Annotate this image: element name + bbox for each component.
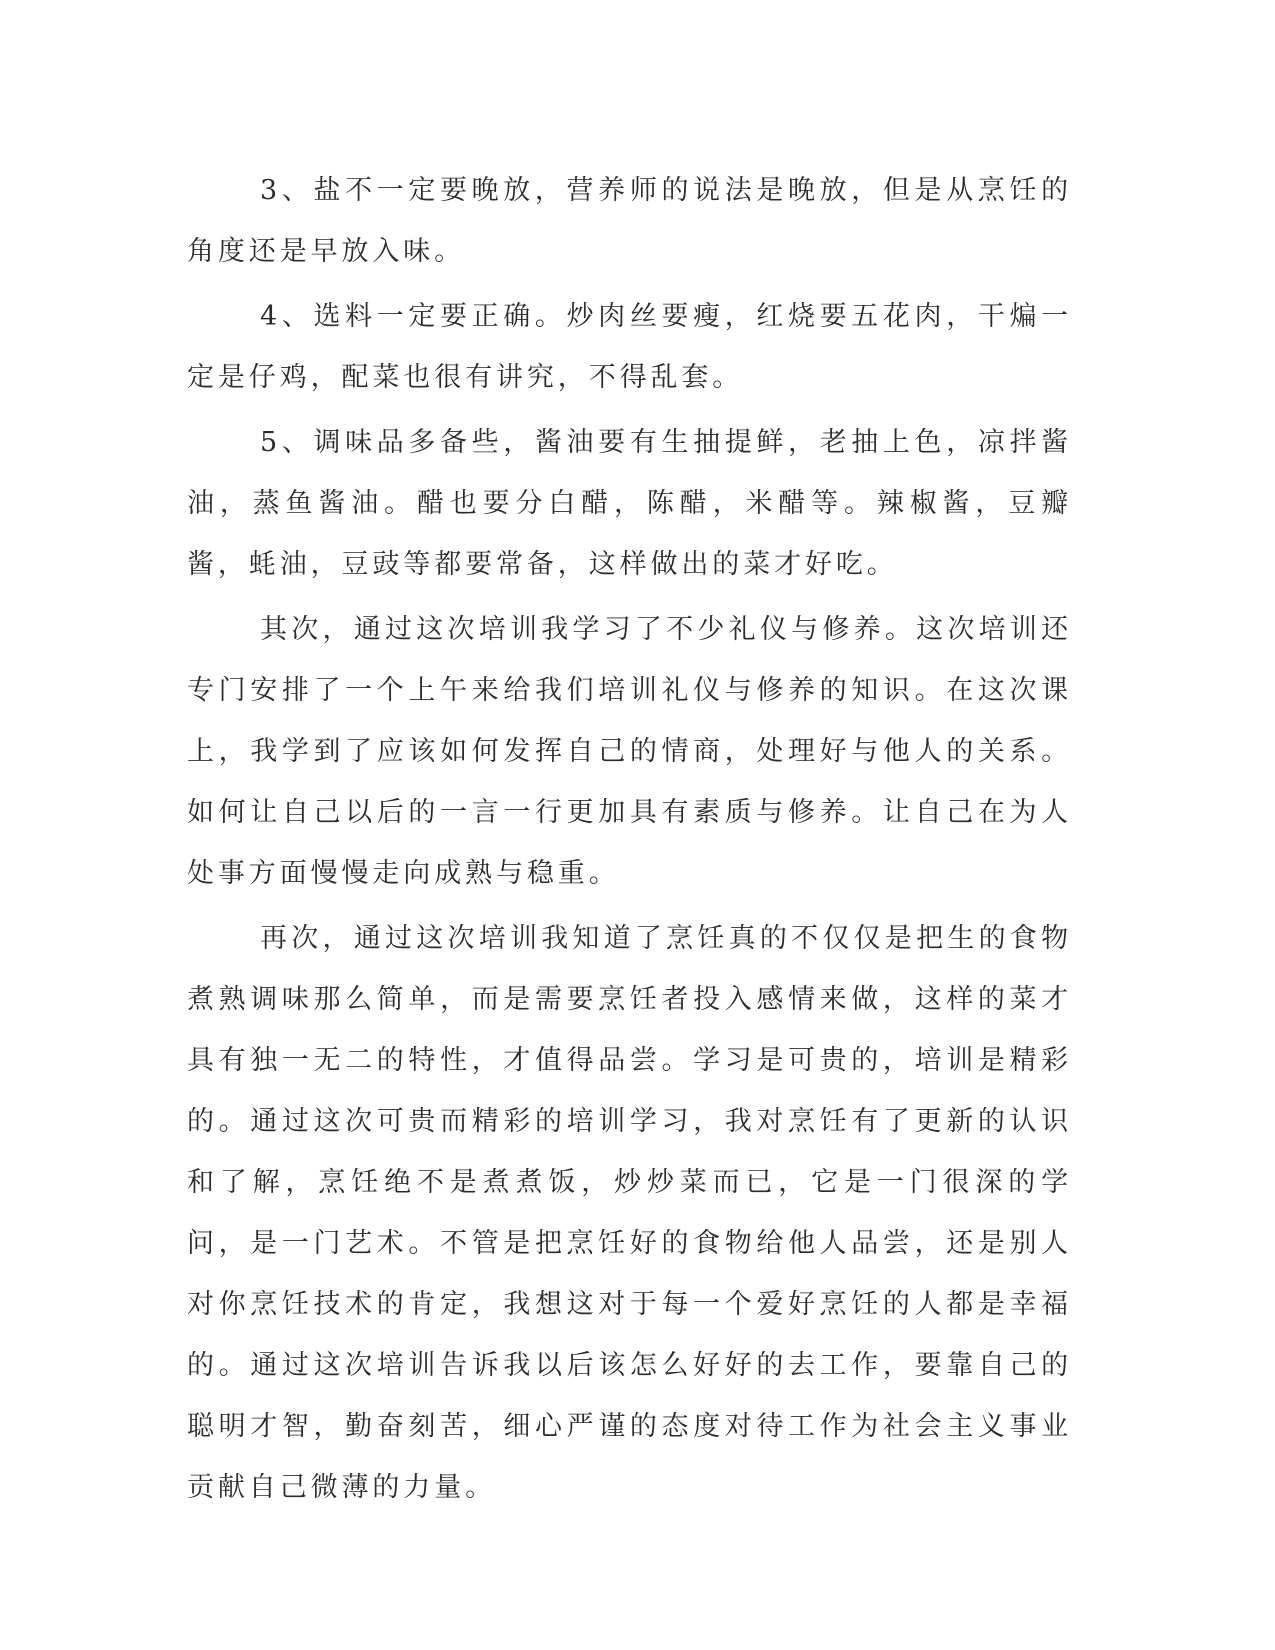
paragraph-etiquette: 其次，通过这次培训我学习了不少礼仪与修养。这次培训还专门安排了一个上午来给我们培训礼仪与修养的知识。在这次课上，我学到了应该如何发挥自己的情商，处理好与他人的关系。如何让自己以后的一言一行更加具有素质与修养。让自己在为人处事方面慢慢走向成熟与稳重。 bbox=[187, 614, 1072, 889]
paragraph-conclusion: 再次，通过这次培训我知道了烹饪真的不仅仅是把生的食物煮熟调味那么简单，而是需要烹饪者投入感情来做，这样的菜才具有独一无二的特性，才值得品尝。学习是可贵的，培训是精彩的。通过这次可贵而精彩的培训学习，我对烹饪有了更新的认识和了解，烹饪绝不是煮煮饭，炒炒菜而已，它是一门很深的学问，是一门艺术。不管是把烹饪好的食物给他人品尝，还是别人对你烹饪技术的肯定，我想这对于每一个爱好烹饪的人都是幸福的。通过这次培训告诉我以后该怎么好好的去工作，要靠自己的聪明才智，勤奋刻苦，细心严谨的态度对待工作为社会主义事业贡献自己微薄的力量。 bbox=[187, 923, 1072, 1503]
paragraph-tip-5: 5、调味品多备些，酱油要有生抽提鲜，老抽上色，凉拌酱油，蒸鱼酱油。醋也要分白醋，陈醋，米醋等。辣椒酱，豆瓣酱，蚝油，豆豉等都要常备，这样做出的菜才好吃。 bbox=[187, 427, 1072, 580]
paragraph-tip-4: 4、选料一定要正确。炒肉丝要瘦，红烧要五花肉，干煸一定是仔鸡，配菜也很有讲究，不得乱套。 bbox=[187, 301, 1072, 393]
paragraph-tip-3: 3、盐不一定要晚放，营养师的说法是晚放，但是从烹饪的角度还是早放入味。 bbox=[187, 175, 1072, 267]
document-body bbox=[187, 160, 1072, 1522]
